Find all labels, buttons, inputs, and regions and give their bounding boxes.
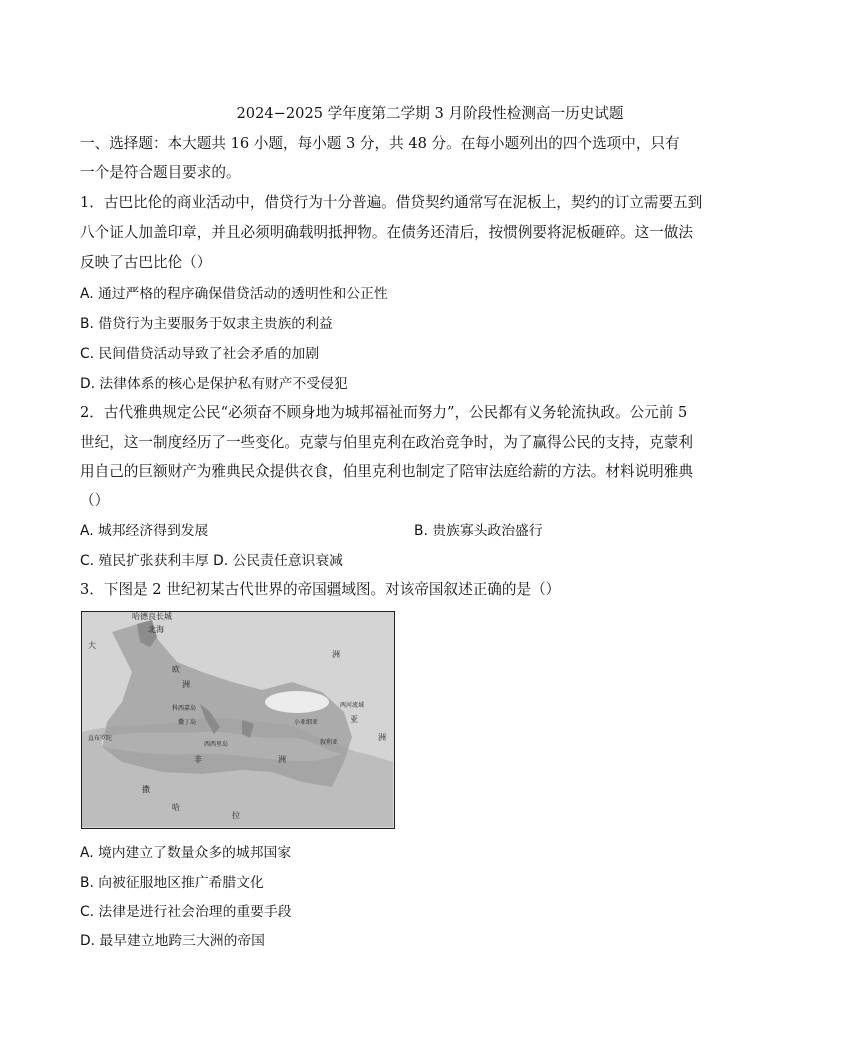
map-label-africa: 非 xyxy=(194,755,202,764)
map-label-mesopotamia: 两河流域 xyxy=(340,702,365,709)
map-label-north-sea: 北海 xyxy=(148,625,164,634)
map-label-sahara-3: 拉 xyxy=(232,811,240,820)
exam-title: 2024−2025 学年度第二学期 3 月阶段性检测高一历史试题 xyxy=(236,105,624,122)
map-label-asia-char-1: 洲 xyxy=(332,650,340,659)
map-label-asia-char-2: 亚 xyxy=(350,715,358,724)
q3-option-b: B. 向被征服地区推广希腊文化 xyxy=(80,875,264,891)
q3-option-c: C. 法律是进行社会治理的重要手段 xyxy=(80,904,292,920)
section-instructions-line-1: 一、选择题：本大题共 16 小题，每小题 3 分，共 48 分。在每小题列出的四个选项中，只有 xyxy=(80,135,680,152)
black-sea xyxy=(265,691,329,713)
map-label-wall: 哈德良长城 xyxy=(132,612,172,621)
q1-option-b: B. 借贷行为主要服务于奴隶主贵族的利益 xyxy=(80,316,333,332)
q2-option-a: A. 城邦经济得到发展 xyxy=(80,523,209,539)
q2-option-c-d: C. 殖民扩张获利丰厚 D. 公民责任意识衰减 xyxy=(80,553,343,569)
q1-option-c: C. 民间借贷活动导致了社会矛盾的加剧 xyxy=(80,346,320,362)
q2-stem-line-2: 世纪，这一制度经历了一些变化。克蒙与伯里克利在政治竞争时，为了赢得公民的支持，克蒙利 xyxy=(80,434,693,451)
q1-stem-line-3: 反映了古巴比伦（） xyxy=(80,254,212,271)
map-label-europe: 欧 xyxy=(172,665,180,674)
map-graphic xyxy=(82,612,393,827)
q3-option-d: D. 最早建立地跨三大洲的帝国 xyxy=(80,933,265,949)
map-label-asia-minor: 小亚细亚 xyxy=(294,719,319,726)
map-label-corsica: 科西嘉岛 xyxy=(172,705,197,712)
q3-option-a: A. 境内建立了数量众多的城邦国家 xyxy=(80,845,292,861)
map-label-sahara-2: 哈 xyxy=(172,803,180,812)
q2-option-b: B. 贵族寡头政治盛行 xyxy=(414,523,543,539)
map-label-syria: 叙利亚 xyxy=(320,739,339,746)
q3-stem: 3．下图是 2 世纪初某古代世界的帝国疆域图。对该帝国叙述正确的是（） xyxy=(80,581,561,598)
map-label-sahara-1: 撒 xyxy=(142,785,150,794)
map-label-sicily: 西西里岛 xyxy=(204,741,229,748)
q2-stem-line-1: 2．古代雅典规定公民“必须奋不顾身地为城邦福祉而努力”，公民都有义务轮流执政。公元前 5 xyxy=(80,404,688,421)
map-label-ocean: 大 xyxy=(88,641,96,650)
q2-stem-line-3: 用自己的巨额财产为雅典民众提供衣食，伯里克利也制定了陪审法庭给薪的方法。材料说明雅典 xyxy=(80,463,693,480)
q1-option-d: D. 法律体系的核心是保护私有财产不受侵犯 xyxy=(80,376,348,392)
q1-stem-line-2: 八个证人加盖印章，并且必须明确载明抵押物。在债务还清后，按惯例要将泥板砸碎。这一做法 xyxy=(80,224,693,241)
map-label-asia-char-3: 洲 xyxy=(378,733,386,742)
q2-stem-line-4: （） xyxy=(80,492,110,509)
map-label-gibraltar: 直布罗陀 xyxy=(88,735,113,742)
q1-option-a: A. 通过严格的程序确保借贷活动的透明性和公正性 xyxy=(80,286,388,302)
map-label-africa-2: 洲 xyxy=(278,755,286,764)
map-label-europe-2: 洲 xyxy=(182,680,190,689)
empire-territory-map xyxy=(81,611,395,829)
q1-stem-line-1: 1．古巴比伦的商业活动中，借贷行为十分普遍。借贷契约通常写在泥板上，契约的订立需要五到 xyxy=(80,194,703,211)
map-label-sardinia: 撒丁岛 xyxy=(178,719,197,726)
section-instructions-line-2: 一个是符合题目要求的。 xyxy=(80,164,241,181)
